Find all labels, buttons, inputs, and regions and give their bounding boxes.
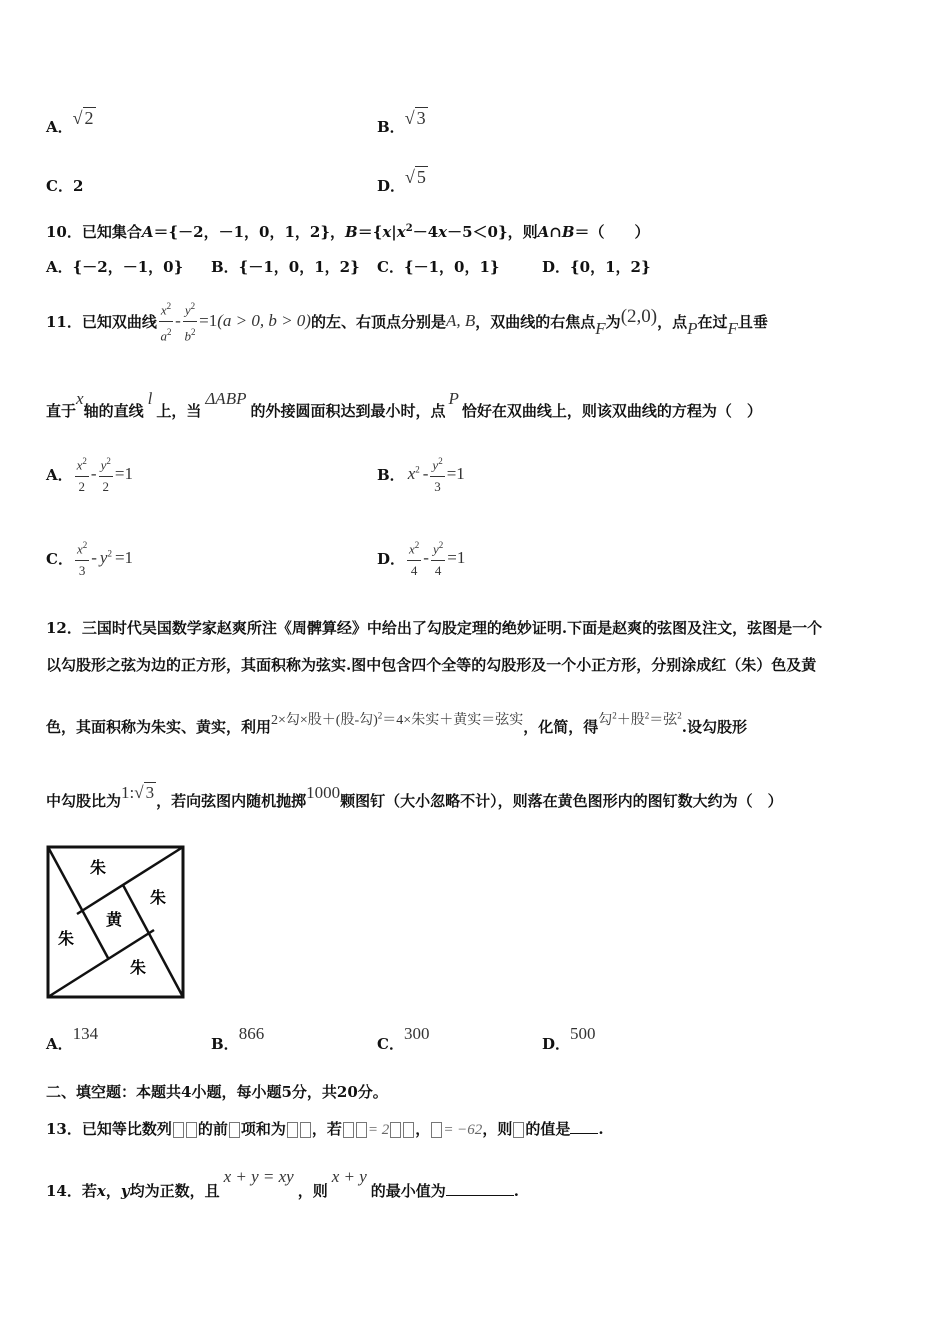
label-zhu-left: 朱 <box>58 929 75 948</box>
section-heading-fill-in: 二、填空题：本题共4小题，每小题5分，共20分。 <box>46 1083 388 1101</box>
hyperbola-equation: $\frac{x^2}{a^2}$ - $\frac{y^2}{b^2}$ =1 (a > 0, b > 0) <box>157 296 311 346</box>
question-13: 13．已知等比数列 的前 项和为 ，若 = 2 ， = −62，则 的值是 . <box>46 1120 604 1138</box>
q9-option-d: D．√ 5 <box>377 167 426 195</box>
q12-option-b: B．866 <box>211 1024 265 1053</box>
q11-option-b: B． $x^2$ - $\frac{y^2}{3}$ =1 <box>377 449 465 499</box>
q11-option-a: A． $\frac{x^2}{2}$ - $\frac{y^2}{2}$ =1 <box>46 449 133 499</box>
q12-option-d: D．500 <box>542 1024 596 1053</box>
q12-option-a: A．134 <box>46 1024 99 1053</box>
question-12-line-3: 色，其面积称为朱实、黄实，利用2×勾×股＋(股-勾)$^2$＝4×朱实＋黄实＝弦实，化简，得勾$^2$＋股$^2$＝弦$^2$.设勾股形 <box>46 710 747 736</box>
q10-option-a: A．{－2，－1，0} <box>46 258 184 276</box>
label-zhu-top: 朱 <box>90 858 107 877</box>
question-14: 14．若x，y均为正数，且x + y = xy，则x + y的最小值为 . <box>46 1167 520 1200</box>
label-zhu-bottom: 朱 <box>130 958 147 977</box>
q10-option-c: C．{－1，0，1} <box>377 258 500 276</box>
question-12-line-2: 以勾股形之弦为边的正方形，其面积称为弦实.图中包含四个全等的勾股形及一个小正方形，分别涂成红（朱）色及黄 <box>46 656 817 674</box>
question-12-line-4: 中勾股比为1:√ 3 ，若向弦图内随机抛掷1000颗图钉（大小忽略不计），则落在黄色图形内的图钉数大约为（ ） <box>46 783 783 810</box>
question-11-line-1: 11．已知双曲线 $\frac{x^2}{a^2}$ - $\frac{y^2}{b^2}$ =1 (a > 0, b > 0) 的左、右顶点分别是 A, B ，双曲线的右焦点 F 为 (2,0) ，点 P 在过 F 且垂 <box>46 296 768 346</box>
q10-option-d: D．{0，1，2} <box>542 258 651 276</box>
zhao-shuang-diagram <box>46 845 186 999</box>
q11-option-d: D． $\frac{x^2}{4}$ - $\frac{y^2}{4}$ =1 <box>377 533 465 583</box>
label-huang: 黄 <box>106 910 123 929</box>
question-10: 10．已知集合A＝{－2，－1，0，1，2}，$B=\{x|x^2-4x-5<0\}$，则A∩B＝（ ） <box>46 223 650 241</box>
label-zhu-right: 朱 <box>150 888 167 907</box>
q9-option-a: A．√ 2 <box>46 108 94 136</box>
q9-option-b: B．√ 3 <box>377 108 426 136</box>
question-11-line-2: 直于x轴的直线l上，当ΔABP的外接圆面积达到最小时，点P恰好在双曲线上，则该双曲线的方程为（ ） <box>46 389 762 420</box>
q10-option-b: B．{－1，0，1，2} <box>211 258 360 276</box>
q9-option-c: C．2 <box>46 177 84 195</box>
question-12-line-1: 12．三国时代吴国数学家赵爽所注《周髀算经》中给出了勾股定理的绝妙证明.下面是赵爽的弦图及注文，弦图是一个 <box>46 619 823 637</box>
q12-option-c: C．300 <box>377 1024 430 1053</box>
q11-option-c: C． $\frac{x^2}{3}$ - $y^2$ =1 <box>46 533 133 583</box>
